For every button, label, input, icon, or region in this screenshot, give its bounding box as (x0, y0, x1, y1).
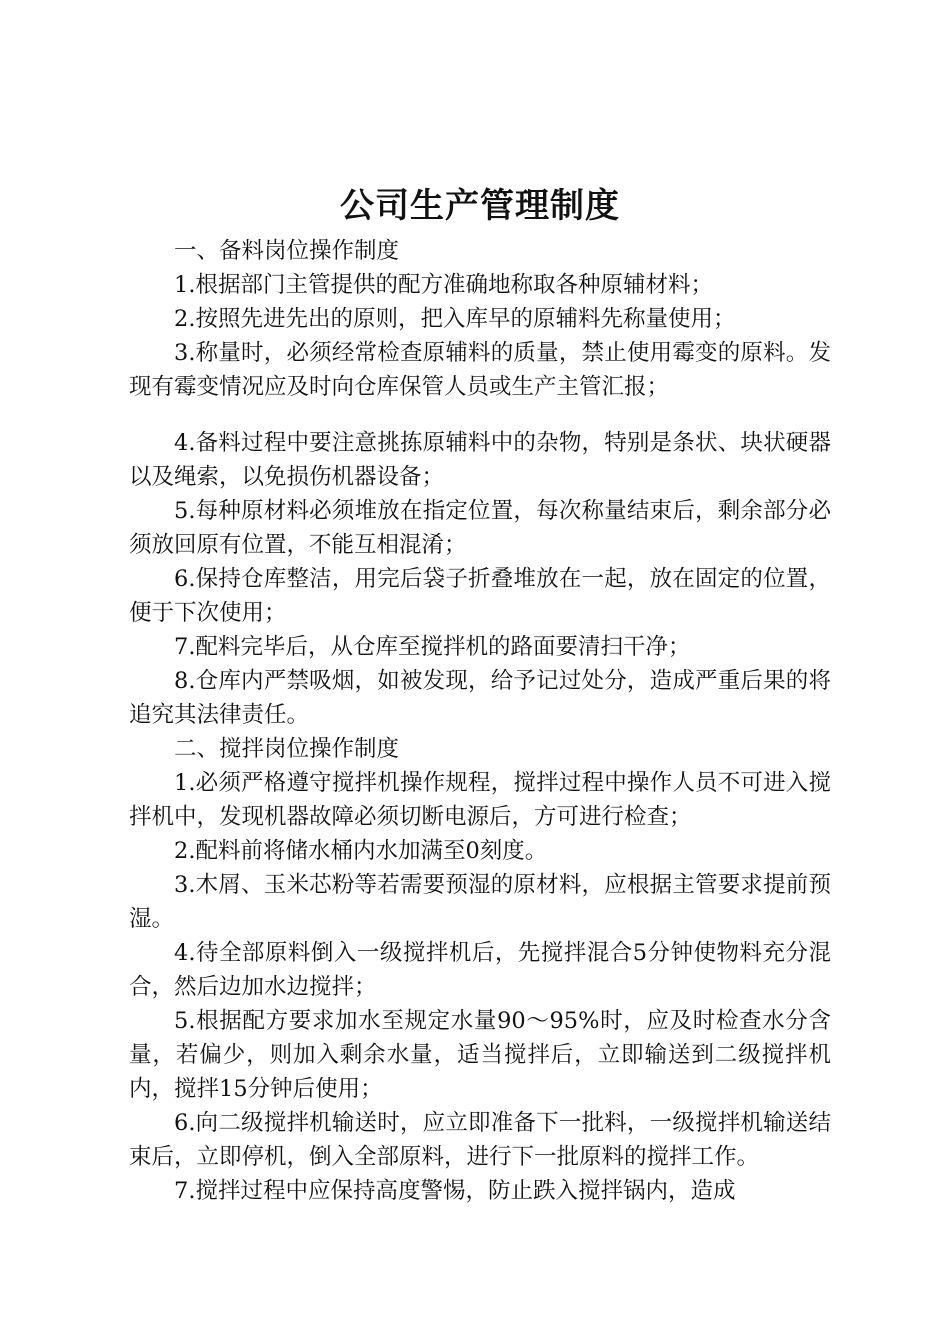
section-heading-1: 一、备料岗位操作制度 (174, 238, 400, 264)
paragraph-1-7: 7.配料完毕后，从仓库至搅拌机的路面要清扫干净； (174, 634, 691, 660)
paragraph-1-6: 6.保持仓库整洁，用完后袋子折叠堆放在一起，放在固定的位置，便于下次使用； (129, 566, 831, 626)
paragraph-2-1: 1.必须严格遵守搅拌机操作规程，搅拌过程中操作人员不可进入搅拌机中，发现机器故障必须切断电源后，方可进行检查； (129, 770, 831, 830)
paragraph-1-3: 3.称量时，必须经常检查原辅料的质量，禁止使用霉变的原料。发现有霉变情况应及时向仓库保管人员或生产主管汇报； (129, 340, 831, 400)
paragraph-2-6: 6.向二级搅拌机输送时，应立即准备下一批料，一级搅拌机输送结束后，立即停机，倒入全部原料，进行下一批原料的搅拌工作。 (129, 1110, 831, 1170)
paragraph-1-1: 1.根据部门主管提供的配方准确地称取各种原辅材料； (174, 272, 713, 298)
paragraph-1-2: 2.按照先进先出的原则，把入库早的原辅料先称量使用； (174, 306, 736, 332)
document-title: 公司生产管理制度 (340, 186, 620, 226)
paragraph-2-3: 3.木屑、玉米芯粉等若需要预湿的原材料，应根据主管要求提前预湿。 (129, 872, 831, 932)
paragraph-1-4: 4.备料过程中要注意挑拣原辅料中的杂物，特别是条状、块状硬器以及绳索，以免损伤机器设备； (129, 430, 831, 490)
paragraph-1-5: 5.每种原材料必须堆放在指定位置，每次称量结束后，剩余部分必须放回原有位置，不能互相混淆； (129, 498, 831, 558)
document-body (129, 234, 831, 1208)
paragraph-2-7: 7.搅拌过程中应保持高度警惕，防止跌入搅拌锅内，造成 (174, 1178, 736, 1204)
paragraph-2-5: 5.根据配方要求加水至规定水量90～95%时，应及时检查水分含量，若偏少，则加入剩余水量，适当搅拌后，立即输送到二级搅拌机内，搅拌15分钟后使用； (129, 1008, 831, 1102)
paragraph-2-4: 4.待全部原料倒入一级搅拌机后，先搅拌混合5分钟使物料充分混合，然后边加水边搅拌； (129, 940, 831, 1000)
paragraph-2-2: 2.配料前将储水桶内水加满至0刻度。 (174, 838, 548, 864)
section-heading-2: 二、搅拌岗位操作制度 (174, 736, 400, 762)
paragraph-1-8: 8.仓库内严禁吸烟，如被发现，给予记过处分，造成严重后果的将追究其法律责任。 (129, 668, 831, 728)
